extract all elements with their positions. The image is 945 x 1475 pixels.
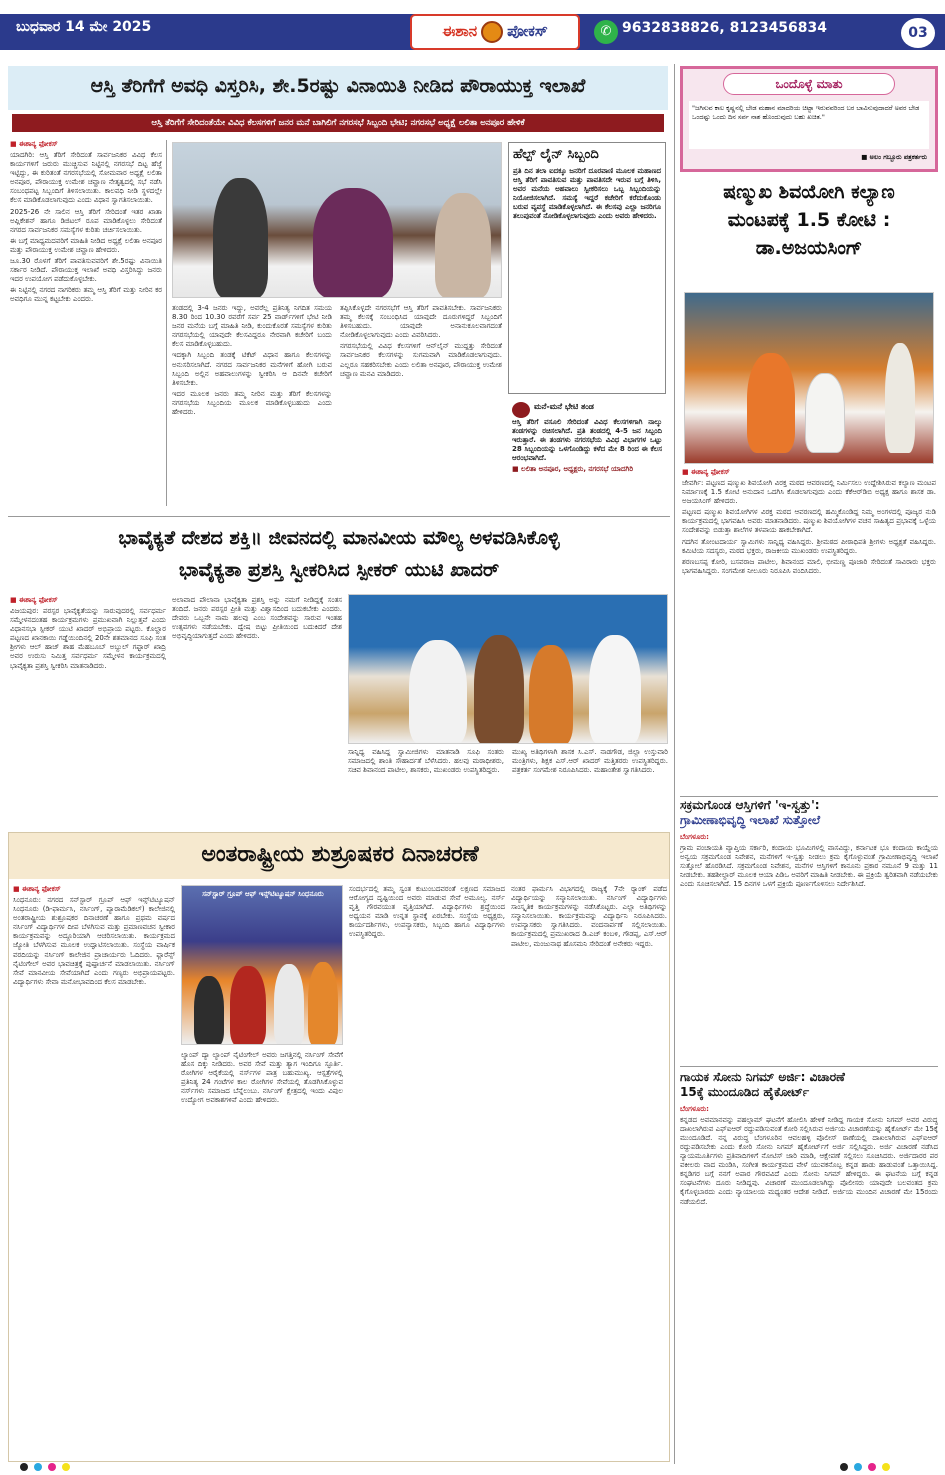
paragraph: ಯಾದಗಿರಿ: ಆಸ್ತಿ ತೆರಿಗೆ ಸೇರಿದಂತೆ ಸಾರ್ವಜನಿಕರ ವಿವಿಧ ಕೆಲಸ ಕಾರ್ಯಗಳಿಗೆ ಜರುರು ಮುಚ್ಚಿಸುವ ನಿಟ್ಟಿನಲ್ಲಿ ನಗರಸಭೆ ದಿಟ್ಟ ಹೆಜ್ಜೆ ಇಟ್ಟಿದ್ದು, ಈ ಕುರಿತಂತೆ ನಗರಸಭೆಯಲ್ಲಿ ಸೋಮವಾರ ಅಧ್ಯಕ್ಷೆ ಲಲಿತಾ ಅನಪೂರ, ಪೌರಾಯುಕ್ತ ಉಮೇಶ ಚವ್ಹಾಣ ನೇತೃತ್ವದಲ್ಲಿ ಸಭೆ ನಡೆಸಿ ಸಂಬಂಧಪಟ್ಟ ಸಿಬ್ಬಂದಿಗೆ ತಿಳಿಸಲಾಯಿತು. ಕಾಲವಧಿ ನೀಡಿ ಸ್ಥಳದಲ್ಲೇ ಕೆಲಸ ಮಾಡಿಕೊಡಲಾಗುವುದು ಎಂದು ವಿಧಾನ ಸ್ವಾಗತಿಸಲಾಯಿತು.: [10, 150, 162, 205]
section-divider: [680, 1066, 938, 1067]
paragraph: ಸಿಂಧನೂರು: ನಗರದ ಸನ್‌ಸ್ಟಾರ್ ಗ್ರೂಪ್ ಆಫ್ ಇನ್ಸ್‌ಟಿಟ್ಯೂಷನ್ ಸಿಂಧನೂರು (ಡಿ-ಫಾರ್ಮಸಿ, ನರ್ಸಿಂಗ್, ಪ್ಯಾರಾಮೆಡಿಕಲ್) ಕಾಲೇಜಿನಲ್ಲಿ ಅಂತರಾಷ್ಟ್ರೀಯ ಶುಶ್ರೂಷಕರ ದಿನಾಚರಣೆ ಹಾಗೂ ಪ್ರಥಮ ವರ್ಷದ ನರ್ಸಿಂಗ್ ವಿದ್ಯಾರ್ಥಿಗಳ ದೀಪ ಬೆಳಗಿಸುವ ಮತ್ತು ಪ್ರಮಾಣವಚನ ಸ್ವೀಕಾರ ಕಾರ್ಯಕ್ರಮವನ್ನು ಅದ್ದೂರಿಯಾಗಿ ಆಚರಿಸಲಾಯಿತು. ಕಾರ್ಯಕ್ರಮದ ಜ್ಯೋತಿ ಬೆಳಗಿಸುವ ಮೂಲಕ ಉದ್ಘಾಟಿಸಲಾಯಿತು. ಸಂಸ್ಥೆಯ ವಾರ್ಷಿಕ ವರದಿಯನ್ನು ನರ್ಸಿಂಗ್ ಕಾಲೇಜಿನ ಪ್ರಾಚಾರ್ಯರು ಓದಿದರು. ಫ್ಲಾರೆನ್ಸ್ ನೈಟಿಂಗೇಲ್ ಅವರ ಭಾವಚಿತ್ರಕ್ಕೆ ಪುಷ್ಪಾರ್ಚನೆ ಮಾಡಲಾಯಿತು. ನರ್ಸಿಂಗ್ ಸೇವೆ ಮಾನವೀಯ ಸೇವೆಯಾಗಿದೆ ಎಂದು ಗಣ್ಯರು ಅಭಿಪ್ರಾಯಪಟ್ಟರು. ವಿದ್ಯಾರ್ಥಿಗಳು ಸೇವಾ ಮನೋಭಾವದಿಂದ ಕೆಲಸ ಮಾಡಬೇಕು.: [13, 895, 175, 986]
article-kalyana-mantapa-photo: [684, 292, 934, 464]
paragraph: ಗ್ರಾಮ ಪಂಚಾಯತಿ ವ್ಯಾಪ್ತಿಯ ಸರ್ಕಾರಿ, ಕಂದಾಯ ಭೂಮಿಗಳಲ್ಲಿ ವಾಸವಿದ್ದು, ಕರ್ನಾಟಕ ಭೂ ಕಂದಾಯ ಕಾಯ್ದೆಯ ಅನ್ವಯ ಸಕ್ರಮಗೊಂಡ ನಿವೇಶನ, ಮನೆಗಳಿಗೆ ಇ-ಸ್ವತ್ತು ನೀಡಲು ಕ್ರಮ ಕೈಗೊಳ್ಳುವಂತೆ ಗ್ರಾಮೀಣಾಭಿವೃದ್ಧಿ ಇಲಾಖೆ ಸುತ್ತೋಲೆ ಹೊರಡಿಸಿದೆ. ಸಕ್ರಮಗೊಂಡ ನಿವೇಶನ, ಮನೆಗಳ ಆಸ್ತಿಗಳಿಗೆ ಕಾನೂನು ಪ್ರಕಾರ ನಮೂನೆ 9 ಮತ್ತು 11 ನೀಡಬೇಕು. ತಹಶೀಲ್ದಾರ್ ಮೂಲಕ ಆಯಾ ಪಿಡಿಒ ಅವರಿಗೆ ಮಾಹಿತಿ ನೀಡಬೇಕು. ಈ ಪ್ರಕ್ರಿಯೆ ತ್ವರಿತವಾಗಿ ನಡೆಯಬೇಕು ಎಂದು ಸೂಚಿಸಲಾಗಿದೆ. 15 ದಿನಗಳ ಒಳಗೆ ಪ್ರಕ್ರಿಯೆ ಪೂರ್ಣಗೊಳಿಸಲು ನಿರ್ದೇಶಿಸಿದೆ.: [680, 843, 938, 889]
paragraph: ಇದಕ್ಕಾಗಿ ಸಿಬ್ಬಂದಿ ತಂಡಕ್ಕೆ ಟಿಕೆಟ್ ವಿಧಾನ ಹಾಗೂ ಕೆಲಸಗಳನ್ನು ಅನುಸರಿಸಲಾಗಿದೆ. ನಗರದ ಸಾರ್ವಜನಿಕರ ಮನೆಗಳಿಗೆ ಹೋಗಿ ಬರುವ ಸಿಬ್ಬಂದಿ ಅಲ್ಲಿನ ಅಹವಾಲುಗಳನ್ನು ಸ್ವೀಕರಿಸಿ ಆ ದಿನವೇ ಕಚೇರಿಗೆ ತಿಳಿಸಬೇಕು.: [172, 351, 332, 387]
paragraph: ನಗರಸಭೆಯಲ್ಲಿ ವಿವಿಧ ಕೆಲಸಗಳಿಗೆ ಆನ್‌ಲೈನ್ ಮುದ್ದತ್ತು ಸೇರಿದಂತೆ ಸಾರ್ವಜನಿಕರ ಕೆಲಸಗಳನ್ನು ಸುಗಮವಾಗಿ ಮಾಡಿಕೊಡಲಾಗುವುದು. ಎಲ್ಲರೂ ಸಹಕರಿಸಬೇಕು ಎಂದು ಲಲಿತಾ ಅನಪೂರ, ಪೌರಾಯುಕ್ತ ಉಮೇಶ ಚವ್ಹಾಣ ಮನವಿ ಮಾಡಿದರು.: [340, 342, 502, 378]
paragraph: ಮುಖ್ಯ ಅತಿಥಿಗಳಾಗಿ ಶಾಸಕ ಸಿ.ಎಸ್. ನಾಡಗೌಡ, ಜಿಲ್ಲಾ ಉಸ್ತುವಾರಿ ಮಂತ್ರಿಗಳು, ಶಿಕ್ಷಕ ಎಸ್.ಆರ್ ಖಾದರ್ ಮತ್ತಿತರರು ಉಪಸ್ಥಿತರಿದ್ದರು. ಪತ್ರಕರ್ತ ಸಂಗಮೇಶ ನಿರೂಪಿಸಿದರು. ಮಹಾಂತೇಶ ಸ್ವಾಗತಿಸಿದರು.: [512, 748, 668, 775]
helpline-title: ಹೆಲ್ಪ್ ಲೈನ್ ಸಿಬ್ಬಂದಿ: [513, 147, 599, 162]
article-nurses-day-col3: [349, 885, 505, 1459]
quote-author: ■ ಅಲಂ ಗಬ್ಬೂರು ಪತ್ರಕರ್ತರು: [861, 153, 927, 161]
home-visit-box: [508, 400, 666, 512]
section-divider: [8, 516, 670, 517]
contact-phones: 9632838826, 8123456834: [622, 20, 828, 36]
paragraph: ಕನ್ನಡದ ಅವಮಾನವನ್ನು ಪಹಲ್ಗಾಮ್ ಘಟನೆಗೆ ಹೋಲಿಸಿ ಹೇಳಿಕೆ ನೀಡಿದ್ದ ಗಾಯಕ ಸೋನು ನಿಗಮ್ ಅವರ ವಿರುದ್ಧ ದಾಖಲಾಗಿರುವ ಎಫ್‌ಐಆರ್ ರದ್ದುಪಡಿಸುವಂತೆ ಕೋರಿ ಸಲ್ಲಿಸಿರುವ ಅರ್ಜಿಯ ವಿಚಾರಣೆಯನ್ನು ಹೈಕೋರ್ಟ್ ಮೇ 15ಕ್ಕೆ ಮುಂದೂಡಿದೆ. ನನ್ನ ವಿರುದ್ಧ ಬೆಂಗಳೂರಿನ ಆವಲಹಳ್ಳಿ ಪೊಲೀಸ್ ಠಾಣೆಯಲ್ಲಿ ದಾಖಲಾಗಿರುವ ಎಫ್‌ಐಆರ್ ರದ್ದುಪಡಿಸಬೇಕು ಎಂದು ಕೋರಿ ಸೋನು ನಿಗಮ್ ಹೈಕೋರ್ಟ್‌ಗೆ ಅರ್ಜಿ ಸಲ್ಲಿಸಿದ್ದರು. ಅರ್ಜಿ ವಿಚಾರಣೆ ನಡೆಸಿದ ನ್ಯಾಯಮೂರ್ತಿಗಳು ಪ್ರತಿವಾದಿಗಳಿಗೆ ನೋಟಿಸ್ ಜಾರಿ ಮಾಡಿ, ಆಕ್ಷೇಪಣೆ ಸಲ್ಲಿಸಲು ಸೂಚಿಸಿದರು. ಅರ್ಜಿದಾರರ ಪರ ವಕೀಲರು ವಾದ ಮಂಡಿಸಿ, ಸಂಗೀತ ಕಾರ್ಯಕ್ರಮದ ವೇಳೆ ಯುವಕನೊಬ್ಬ ಕನ್ನಡ ಹಾಡು ಹಾಡುವಂತೆ ಒತ್ತಾಯಿಸಿದ್ದ. ಕನ್ನಡಿಗರ ಬಗ್ಗೆ ನನಗೆ ಅಪಾರ ಗೌರವವಿದೆ ಎಂದು ಸೋನು ನಿಗಮ್ ಹೇಳಿದ್ದರು. ಈ ಘಟನೆಯ ಬಗ್ಗೆ ಕನ್ನಡ ಸಂಘಟನೆಗಳು ದೂರು ನೀಡಿದ್ದವು. ವಿಚಾರಣೆ ಮುಂದೂಡಲಾಗಿದ್ದು ಪೊಲೀಸರು ಯಾವುದೇ ಬಲವಂತದ ಕ್ರಮ ಕೈಗೊಳ್ಳಬಾರದು ಎಂದು ನ್ಯಾಯಾಲಯ ಮಧ್ಯಂತರ ಆದೇಶ ನೀಡಿದೆ. ಅರ್ಜಿಯ ಮುಂದಿನ ವಿಚಾರಣೆ ಮೇ 15ರಂದು ನಡೆಯಲಿದೆ.: [680, 1115, 938, 1206]
quote-text: "ಜಗಿಸುವ ಕಾಲ ಕೃಷ್ಣನಲ್ಲಿ ಬೇಡ ಮಹಾನ ಮಾದರಿಯ ಚಿಟ್ಟಾ ಇರುವವರಿಂದ ಬರ ಬಾವಿಸುವುದಾದರೆ ಅವರ ಬೇಡ ಒಂದಷ್ಟು ಒಂದು ದಿನ ಸರ್ಪ ನಾಶ ಹೊಂದುವುದು ಬಹು ಖಚಿತ.": [689, 101, 929, 149]
article-sonu-nigam-headline-1: ಗಾಯಕ ಸೋನು ನಿಗಮ್ ಅರ್ಜಿ: ವಿಚಾರಣೆ: [680, 1070, 845, 1084]
page-number: 03: [901, 18, 935, 48]
article-nurses-day: [8, 832, 670, 1462]
paragraph: ತಂಡದಲ್ಲಿ 3-4 ಜನರು ಇದ್ದು, ಅವರೆಲ್ಲ ಪ್ರತಿನಿತ್ಯ ನಿಗದಿತ ಸಮಯ 8.30 ರಿಂದ 10.30 ರವರೆಗೆ ಸರ್ವ 25 ವಾರ್ಡ್‌ಗಳಿಗೆ ಭೇಟಿ ನೀಡಿ ಜನರ ಮನೆಯ ಬಗ್ಗೆ ಮಾಹಿತಿ ನೀಡಿ, ಕುಂದುಕೊರತೆ ಸಮಸ್ಯೆಗಳ ಕುರಿತು ನಗರಸಭೆಯಲ್ಲಿ ಯಾವುದೇ ಕೆಲಸವಿದ್ದರೂ ನೇರವಾಗಿ ಕಚೇರಿಗೆ ಬಂದು ಕೆಲಸ ಮಾಡಿಕೊಳ್ಳಬಹುದು.: [172, 304, 332, 349]
article-bhavaikyate-headline-2: ಭಾವೈಕ್ಯತಾ ಪ್ರಶಸ್ತಿ ಸ್ವೀಕರಿಸಿದ ಸ್ಪೀಕರ್ ಯುಟಿ ಖಾದರ್: [178, 559, 500, 581]
article-sonu-nigam-headline-2: 15ಕ್ಕೆ ಮುಂದೂಡಿದ ಹೈಕೋರ್ಟ್: [680, 1085, 810, 1100]
home-visit-signature: ■ ಲಲಿತಾ ಅನಪೂರ, ಅಧ್ಯಕ್ಷರು, ನಗರಸಭೆ ಯಾದಗಿರಿ: [512, 465, 634, 474]
byline: ■ ಈಶಾನ್ಯ ಫೋಕಸ್: [10, 140, 58, 148]
paragraph: ವಿಜಯಪುರ: ಪರಸ್ಪರ ಭಾವೈಕ್ಯತೆಯನ್ನು ಸಾರುವುದರಲ್ಲಿ ಸರ್ವಧರ್ಮ ಸಮ್ಮೇಳನದಂತಹ ಕಾರ್ಯಕ್ರಮಗಳು ಪ್ರಮುಖವಾಗಿ ನಿಲ್ಲುತ್ತವೆ ಎಂದು ವಿಧಾನಸಭಾ ಸ್ಪೀಕರ್ ಯುಟಿ ಖಾದರ್ ಅಭಿಪ್ರಾಯ ಪಟ್ಟರು. ಕೊಲ್ಹಾರ ಪಟ್ಟಣದ ಖಾನಕಾಯಿ ಗಡ್ಡೆಯಿಂದಿನಲ್ಲಿ 20ನೇ ಶತಮಾನದ ಸೂಫಿ ಸಂತ ಶ್ರೀಗಳು ಆಲ್ ಹಾಜ್ ಶಾಹ ಮೆಹಬೂಬ್ ಅಬ್ದುಲ್ ಗಫ್ಫಾರ್ ಖಾದ್ರಿ ಅವರ ಉರುಸು ನಿಮಿತ್ತ ಸರ್ವಧರ್ಮ ಸಮ್ಮೇಳನ ಕಾರ್ಯಕ್ರಮದಲ್ಲಿ ಭಾವೈಕ್ಯತಾ ಪ್ರಶಸ್ತಿ ಸ್ವೀಕರಿಸಿ ಮಾತನಾಡಿದರು.: [10, 606, 166, 670]
article-property-tax-col2: [172, 304, 332, 510]
column-divider: [166, 140, 167, 506]
byline: ■ ಈಶಾನ್ಯ ಫೋಕಸ್: [682, 468, 730, 476]
byline: ಬೆಂಗಳೂರು:: [680, 832, 709, 841]
article-nurses-day-photo: [181, 885, 343, 1045]
article-kalyana-mantapa-headline-2: ಮಂಟಪಕ್ಕೆ 1.5 ಕೋಟಿ :: [727, 209, 891, 231]
article-e-swathu: [680, 798, 938, 1064]
article-kalyana-mantapa-headline-3: ಡಾ.ಅಜಯಸಿಂಗ್: [755, 237, 863, 259]
article-bhavaikyate-col3: [348, 748, 504, 828]
paragraph: ಪಟ್ಟಣದ ಷಣ್ಮುಖ ಶಿವಯೋಗಿಗಳ ವಿರಕ್ತ ಮಠದ ಆವರಣದಲ್ಲಿ ಹಮ್ಮಿಕೊಂಡಿದ್ದ ನಿಮ್ಮ ಅಂಗಳದಲ್ಲಿ ಪೂಜ್ಯರ ನುಡಿ ಕಾರ್ಯಕ್ರಮದಲ್ಲಿ ಭಾಗವಹಿಸಿ ಅವರು ಮಾತನಾಡಿದರು. ಷಣ್ಮುಖ ಶಿವಯೋಗಿಗಳ ವಚನ ಸಾಹಿತ್ಯದ ಪ್ರಭಾವಕ್ಕೆ ಒಳ್ಳೆಯ ಸಂದೇಶವನ್ನು ಬಿಡುತ್ತಾ ಶಾಲೆಗಳ ತಳಪಾಯ ಹಾಕಬೇಕಾಗಿದೆ.: [682, 508, 936, 535]
article-e-swathu-headline-1: ಸಕ್ರಮಗೊಂಡ ಆಸ್ತಿಗಳಿಗೆ 'ಇ-ಸ್ವತ್ತು':: [680, 798, 820, 812]
article-kalyana-mantapa-body: [682, 468, 936, 788]
article-bhavaikyate-col4: [512, 748, 668, 828]
article-nurses-day-banner: ಸನ್‌ಸ್ಟಾರ್ ಗ್ರೂಪ್ ಆಫ್ ಇನ್ಸ್‌ಟಿಟ್ಯೂಷನ್ ಸಿಂಧನೂರು: [202, 890, 324, 898]
article-property-tax-headline: ಆಸ್ತಿ ತೆರಿಗೆಗೆ ಅವಧಿ ವಿಸ್ತರಿಸಿ, ಶೇ.5ರಷ್ಟು ವಿನಾಯಿತಿ ನೀಡಿದ ಪೌರಾಯುಕ್ತ ಇಲಾಖೆ: [90, 75, 586, 97]
paragraph: ನಂತರ ಫಾರ್ಮಸಿ ವಿಭಾಗದಲ್ಲಿ ರಾಜ್ಯಕ್ಕೆ 7ನೇ ರ‍್ಯಾಂಕ್ ಪಡೆದ ವಿದ್ಯಾರ್ಥಿಯನ್ನು ಸನ್ಮಾನಿಸಲಾಯಿತು. ನರ್ಸಿಂಗ್ ವಿದ್ಯಾರ್ಥಿಗಳು ಸಾಂಸ್ಕೃತಿಕ ಕಾರ್ಯಕ್ರಮಗಳನ್ನು ನಡೆಸಿಕೊಟ್ಟರು. ಎಲ್ಲಾ ಅತಿಥಿಗಳನ್ನು ಸನ್ಮಾನಿಸಲಾಯಿತು. ಕಾರ್ಯಕ್ರಮವನ್ನು ವಿದ್ಯಾರ್ಥಿನಿ ನಿರೂಪಿಸಿದರು. ಉಪನ್ಯಾಸಕರು ಸ್ವಾಗತಿಸಿದರು. ವಂದನಾರ್ಪಣೆ ಸಲ್ಲಿಸಲಾಯಿತು. ಕಾರ್ಯಕ್ರಮದಲ್ಲಿ ಪ್ರಮುಖರಾದ ಡಿ.ಎಚ್ ಕಂಬಳಿ, ಗೌಡಪ್ಪ, ಎಸ್.ಆರ್ ಪಾಟೀಲ, ಮಂಜುನಾಥ ಹೊಸಮನಿ ಸೇರಿದಂತೆ ಅನೇಕರು ಇದ್ದರು.: [511, 885, 667, 948]
paragraph: ಲ್ಯಾಂಪ್ ದ್ಯಾ ಲ್ಯಾಂಪ್ ನೈಟಿಂಗೇಲ್ ಅವರು ಜಗತ್ತಿನಲ್ಲಿ ನರ್ಸಿಂಗ್ ಸೇವೆಗೆ ಹೊಸ ದಿಕ್ಕು ನೀಡಿದರು. ಅವರ ಸೇವೆ ಮತ್ತು ತ್ಯಾಗ ಇಂದಿಗೂ ಸ್ಫೂರ್ತಿ. ರೋಗಿಗಳ ಆರೈಕೆಯಲ್ಲಿ ನರ್ಸ್‌ಗಳ ಪಾತ್ರ ಬಹುಮುಖ್ಯ. ಆಸ್ಪತ್ರೆಗಳಲ್ಲಿ ಪ್ರತಿನಿತ್ಯ 24 ಗಂಟೆಗಳ ಕಾಲ ರೋಗಿಗಳ ಸೇವೆಯಲ್ಲಿ ತೊಡಗಿಸಿಕೊಳ್ಳುವ ನರ್ಸ್‌ಗಳು ಸಮಾಜದ ಬೆನ್ನೆಲುಬು. ನರ್ಸಿಂಗ್ ಕ್ಷೇತ್ರದಲ್ಲಿ ಇಂದು ವಿಪುಲ ಉದ್ಯೋಗ ಅವಕಾಶಗಳಿವೆ ಎಂದು ಹೇಳಿದರು.: [181, 1051, 343, 1105]
article-bhavaikyate-col1: [10, 596, 166, 826]
article-bhavaikyate-headline-1: ಭಾವೈಕ್ಯತೆ ದೇಶದ ಶಕ್ತಿ॥ ಜೀವನದಲ್ಲಿ ಮಾನವೀಯ ಮೌಲ್ಯ ಅಳವಡಿಸಿಕೊಳ್ಳಿ: [118, 527, 560, 549]
byline: ■ ಈಶಾನ್ಯ ಫೋಕಸ್: [13, 885, 61, 893]
byline: ■ ಈಶಾನ್ಯ ಫೋಕಸ್: [10, 596, 58, 604]
issue-date: ಬುಧವಾರ 14 ಮೇ 2025: [16, 19, 152, 35]
article-property-tax-col1: [10, 140, 162, 510]
article-property-tax-subhead: ಆಸ್ತಿ ತೆರಿಗೆಗೆ ಸೇರಿದಂತೆಯೇ ವಿವಿಧ ಕೆಲಸಗಳಿಗೆ ಜನರ ಮನೆ ಬಾಗಿಲಿಗೆ ನಗರಸಭೆ ಸಿಬ್ಬಂದಿ ಭೇಟಿ; ನಗರಸಭೆ ಅಧ್ಯಕ್ಷೆ ಲಲಿತಾ ಅನಪೂರ ಹೇಳಿಕೆ: [12, 114, 664, 132]
quote-title: ಒಂದೊಳ್ಳೆ ಮಾತು: [723, 73, 895, 95]
article-nurses-day-col2: [181, 1051, 343, 1459]
article-property-tax: [8, 66, 668, 512]
paragraph: ಶರಣಬಸಪ್ಪ ಕೋರಿ, ಬಸವರಾಜ ಪಾಟೀಲ, ಶಿವಾನಂದ ಮಾಲಿ, ಭೀಮಣ್ಣ ಪೂಜಾರಿ ಸೇರಿದಂತೆ ಸಾವಿರಾರು ಭಕ್ತರು ಭಾಗವಹಿಸಿದ್ದರು. ಸಂಗಮೇಶ ನೀಲೂರು ನಿರೂಪಿಸಿ ವಂದಿಸಿದರು.: [682, 557, 936, 575]
article-bhavaikyate-col2: [172, 596, 342, 826]
paragraph: ಈ ಬಗ್ಗೆ ಮಾಧ್ಯಮದವರಿಗೆ ಮಾಹಿತಿ ನೀಡಿದ ಅಧ್ಯಕ್ಷೆ ಲಲಿತಾ ಅನಪೂರ ಮತ್ತು ಪೌರಾಯುಕ್ತ ಉಮೇಶ ಚವ್ಹಾಣ ಹೇಳಿದರು.: [10, 236, 162, 254]
whatsapp-icon: ✆: [594, 20, 618, 44]
paragraph: ಸಂದರ್ಭದಲ್ಲಿ ತಮ್ಮ ಸ್ವಂತ ಕುಟುಂಬದವರಂತೆ ಲಕ್ಷಣದ ಸಮಾಜದ ಆರೋಗ್ಯದ ದೃಷ್ಟಿಯಿಂದ ಅವರು ಮಾಡುವ ಸೇವೆ ಅಮೂಲ್ಯ. ನರ್ಸ್ ವೃತ್ತಿ ಗೌರವಯುತ ವೃತ್ತಿಯಾಗಿದೆ. ವಿದ್ಯಾರ್ಥಿಗಳು ಶ್ರದ್ಧೆಯಿಂದ ಅಧ್ಯಯನ ಮಾಡಿ ಉನ್ನತ ಸ್ಥಾನಕ್ಕೆ ಏರಬೇಕು. ಸಂಸ್ಥೆಯ ಅಧ್ಯಕ್ಷರು, ಕಾರ್ಯದರ್ಶಿಗಳು, ಉಪನ್ಯಾಸಕರು, ಸಿಬ್ಬಂದಿ ಹಾಗೂ ವಿದ್ಯಾರ್ಥಿಗಳು ಉಪಸ್ಥಿತರಿದ್ದರು.: [349, 885, 505, 939]
registration-marks-right: [840, 1463, 890, 1471]
paragraph: ಜೂ.30 ರೊಳಗೆ ತೆರಿಗೆ ಪಾವತಿಸುವವರಿಗೆ ಶೇ.5ರಷ್ಟು ವಿನಾಯಿತಿ ಸರ್ಕಾರ ನೀಡಿದೆ. ಪೌರಾಯುಕ್ತ ಇಲಾಖೆ ಅವಧಿ ವಿಸ್ತರಿಸಿದ್ದು ಜನರು ಇದರ ಉಪಯೋಗ ಪಡೆದುಕೊಳ್ಳಬೇಕು.: [10, 256, 162, 284]
article-sonu-nigam: [680, 1070, 938, 1460]
article-bhavaikyate: [8, 520, 670, 830]
home-visit-body: ಆಸ್ತಿ ತೆರಿಗೆ ವಸೂಲಿ ಸೇರಿದಂತೆ ವಿವಿಧ ಕೆಲಸಗಳಿಗಾಗಿ ನಾಲ್ಕು ತಂಡಗಳನ್ನು ರಚಿಸಲಾಗಿದೆ. ಪ್ರತಿ ತಂಡದಲ್ಲಿ 4-5 ಜನ ಸಿಬ್ಬಂದಿ ಇರುತ್ತಾರೆ. ಈ ತಂಡಗಳು ನಗರಸಭೆಯ ವಿವಿಧ ವಿಭಾಗಗಳ ಒಟ್ಟು 28 ಸಿಬ್ಬಂದಿಯನ್ನು ಒಳಗೊಂಡಿದ್ದು ಕಳೆದ ಮೇ 8 ರಿಂದ ಈ ಕೆಲಸ ಆರಂಭವಾಗಿದೆ.: [512, 418, 662, 463]
logo-text-right: ಪೋಕಸ್: [507, 22, 548, 41]
article-bhavaikyate-photo: [348, 594, 668, 744]
paragraph: ಈ ನಿಟ್ಟಿನಲ್ಲಿ ನಗರದ ನಾಗರಿಕರು ತಮ್ಮ ಆಸ್ತಿ ತೆರಿಗೆ ಮತ್ತು ನೀರಿನ ಕರ ಅವಧಿಗೂ ಮುನ್ನ ಕಟ್ಟಬೇಕು ಎಂದರು.: [10, 286, 162, 304]
article-property-tax-photo: [172, 142, 502, 298]
registration-marks-left: [20, 1463, 70, 1471]
paragraph: 2025-26 ನೇ ಸಾಲಿನ ಆಸ್ತಿ ತೆರಿಗೆ ಸೇರಿದಂತೆ ಇತರ ಖಾತಾ ಅಪ್ಲಿಕೇಶನ್ ಹಾಗೂ ಡಿಜಿಟಲ್ ರೂಪ ಮಾಡಿಕೊಳ್ಳಲು ಸೇರಿದಂತೆ ನಗರದ ಸಾರ್ವಜನಿಕರ ಸಮಸ್ಯೆಗಳ ಕುರಿತು ಚರ್ಚಿಸಲಾಯಿತು.: [10, 207, 162, 234]
paragraph: ಜೇವರ್ಗಿ: ಪಟ್ಟಣದ ಷಣ್ಮುಖ ಶಿವಯೋಗಿ ವಿರಕ್ತ ಮಠದ ಆವರಣದಲ್ಲಿ ನಿರ್ಮಿಸಲು ಉದ್ದೇಶಿಸಿರುವ ಕಲ್ಯಾಣ ಮಂಟಪ ನಿರ್ಮಾಣಕ್ಕೆ 1.5 ಕೋಟಿ ಅನುದಾನ ಒದಗಿಸಿ ಕೊಡಲಾಗುವುದು ಎಂದು ಕೆಕೆಆರ್‌ಡಿಬಿ ಅಧ್ಯಕ್ಷ ಹಾಗೂ ಶಾಸಕ ಡಾ. ಅಜಯಸಿಂಗ್ ಹೇಳಿದರು.: [682, 478, 936, 506]
article-property-tax-col3: [340, 304, 502, 510]
helpline-box: [508, 142, 666, 394]
article-kalyana-mantapa-headline-1: ಷಣ್ಮುಖ ಶಿವಯೋಗಿ ಕಲ್ಯಾಣ: [723, 181, 895, 203]
speech-bubble-icon: [512, 402, 530, 418]
helpline-body: ಪ್ರತಿ ದಿನ ತಲಾ ಐದಕ್ಕೂ ಜನರಿಗೆ ದೂರವಾಣಿ ಮೂಲಕ ಮಹಾಣದ ಆಸ್ತಿ ತೆರಿಗೆ ಪಾವತಿಸುವ ಮತ್ತು ಪಾವತಿಸದೇ ಇರುವ ಬಗ್ಗೆ ತಿಳಿಸಿ, ಅವರ ಮನೆಯ ಅಹವಾಲು ಸ್ವೀಕರಿಸಲು ಒಬ್ಬ ಸಿಬ್ಬಂದಿಯನ್ನು ನಿಯೋಜಿಸಲಾಗಿದೆ. ಸಮಸ್ಯೆ ಇದ್ದರೆ ಕಚೇರಿಗೆ ಕರೆದುಕೊಂಡು ಬರುವ ವ್ಯವಸ್ಥೆ ಮಾಡಿಕೊಳ್ಳಲಾಗಿದೆ. ಈ ಕೆಲಸವು ಎಲ್ಲಾ ಜನರಿಗೂ ತಲುಪುವಂತೆ ನೋಡಿಕೊಳ್ಳಲಾಗುವುದು ಎಂದು ಅವರು ಹೇಳಿದರು.: [513, 166, 661, 221]
article-kalyana-mantapa: [680, 178, 938, 790]
paragraph: ಅಲಾವಾದ ಪೌಲಾನಾ ಭಾವೈಕ್ಯತಾ ಪ್ರಶಸ್ತಿ ಅನ್ನು ನಮಗೆ ನೀಡಿದ್ದಕ್ಕೆ ಸಂತಸ ತಂದಿದೆ. ಜನರು ಪರಸ್ಪರ ಪ್ರೀತಿ ಮತ್ತು ವಿಶ್ವಾಸದಿಂದ ಬದುಕಬೇಕು ಎಂದರು. ದೇವರು ಒಬ್ಬನೇ ನಾಮ ಹಲವು ಎಂಬ ಸಂದೇಶವನ್ನು ಸಾರುವ ಇಂತಹ ಉತ್ಸವಗಳು ನಡೆಯಬೇಕು. ದ್ವೇಷ ಬಿಟ್ಟು ಪ್ರೀತಿಯಿಂದ ಬದುಕಿದರೆ ದೇಶ ಅಭಿವೃದ್ಧಿಯಾಗುತ್ತದೆ ಎಂದು ಹೇಳಿದರು.: [172, 596, 342, 641]
page-column-divider: [674, 64, 675, 1464]
logo-emblem-icon: [481, 21, 503, 43]
section-divider: [680, 796, 938, 797]
article-nurses-day-col1: [13, 885, 175, 1459]
paragraph: ಇದರ ಮೂಲಕ ಜನರು ತಮ್ಮ ನೀರಿನ ಮತ್ತು ತೆರಿಗೆ ಕೆಲಸಗಳನ್ನು ನಗರಸಭೆಯ ಸಿಬ್ಬಂದಿಯ ಮೂಲಕ ಮಾಡಿಕೊಳ್ಳಬಹುದು ಎಂದು ಹೇಳಿದರು.: [172, 389, 332, 417]
quote-box: [680, 66, 938, 172]
paragraph: ತಪ್ಪಿಸಿಕೊಳ್ಳದೇ ನಗರಸಭೆಗೆ ಆಸ್ತಿ ತೆರಿಗೆ ಪಾವತಿಸಬೇಕು. ಸಾರ್ವಜನಿಕರು ತಮ್ಮ ಕೆಲಸಕ್ಕೆ ಸಂಬಂಧಿಸಿದ ಯಾವುದೇ ದೂರುಗಳಿದ್ದರೆ ಸಿಬ್ಬಂದಿಗೆ ತಿಳಿಸಬಹುದು. ಯಾವುದೇ ಅನಾನುಕೂಲವಾಗದಂತೆ ನೋಡಿಕೊಳ್ಳಲಾಗುವುದು ಎಂದು ವಿವರಿಸಿದರು.: [340, 304, 502, 340]
paragraph: ಗದಗಿನ ತೋಂಟದಾರ್ಯ ಸ್ವಾಮಿಗಳು ಸಾನ್ನಿಧ್ಯ ವಹಿಸಿದ್ದರು. ಶ್ರೀಮಠದ ಪೀಠಾಧಿಪತಿ ಶ್ರೀಗಳು ಅಧ್ಯಕ್ಷತೆ ವಹಿಸಿದ್ದರು. ಕಮಿಟಿಯ ಸದಸ್ಯರು, ಮಠದ ಭಕ್ತರು, ರಾಜಕೀಯ ಮುಖಂಡರು ಉಪಸ್ಥಿತರಿದ್ದರು.: [682, 537, 936, 555]
home-visit-title: ಮನೆ-ಮನೆ ಭೇಟಿ ತಂಡ: [534, 402, 594, 411]
masthead: [0, 0, 945, 62]
logo-text-left: ಈಶಾನ: [442, 22, 478, 41]
byline: ಬೆಂಗಳೂರು:: [680, 1104, 709, 1113]
article-e-swathu-headline-2: ಗ್ರಾಮೀಣಾಭಿವೃದ್ಧಿ ಇಲಾಖೆ ಸುತ್ತೋಲೆ: [680, 813, 821, 828]
article-nurses-day-headline: ಅಂತರಾಷ್ಟ್ರೀಯ ಶುಶ್ರೂಷಕರ ದಿನಾಚರಣೆ: [201, 842, 479, 867]
article-nurses-day-col4: [511, 885, 667, 1459]
newspaper-logo: [410, 14, 580, 50]
paragraph: ಸಾನ್ನಿಧ್ಯ ವಹಿಸಿದ್ದ ಸ್ವಾಮೀಜಿಗಳು ಮಾತನಾಡಿ ಸೂಫಿ ಸಂತರು ಸಮಾಜದಲ್ಲಿ ಶಾಂತಿ ಸೌಹಾರ್ದತೆ ಬೆಳೆಸಿದರು. ಹಲವು ಮಠಾಧೀಶರು, ಸಚಿವ ಶಿವಾನಂದ ಪಾಟೀಲ, ಶಾಸಕರು, ಮುಖಂಡರು ಉಪಸ್ಥಿತರಿದ್ದರು.: [348, 748, 504, 775]
